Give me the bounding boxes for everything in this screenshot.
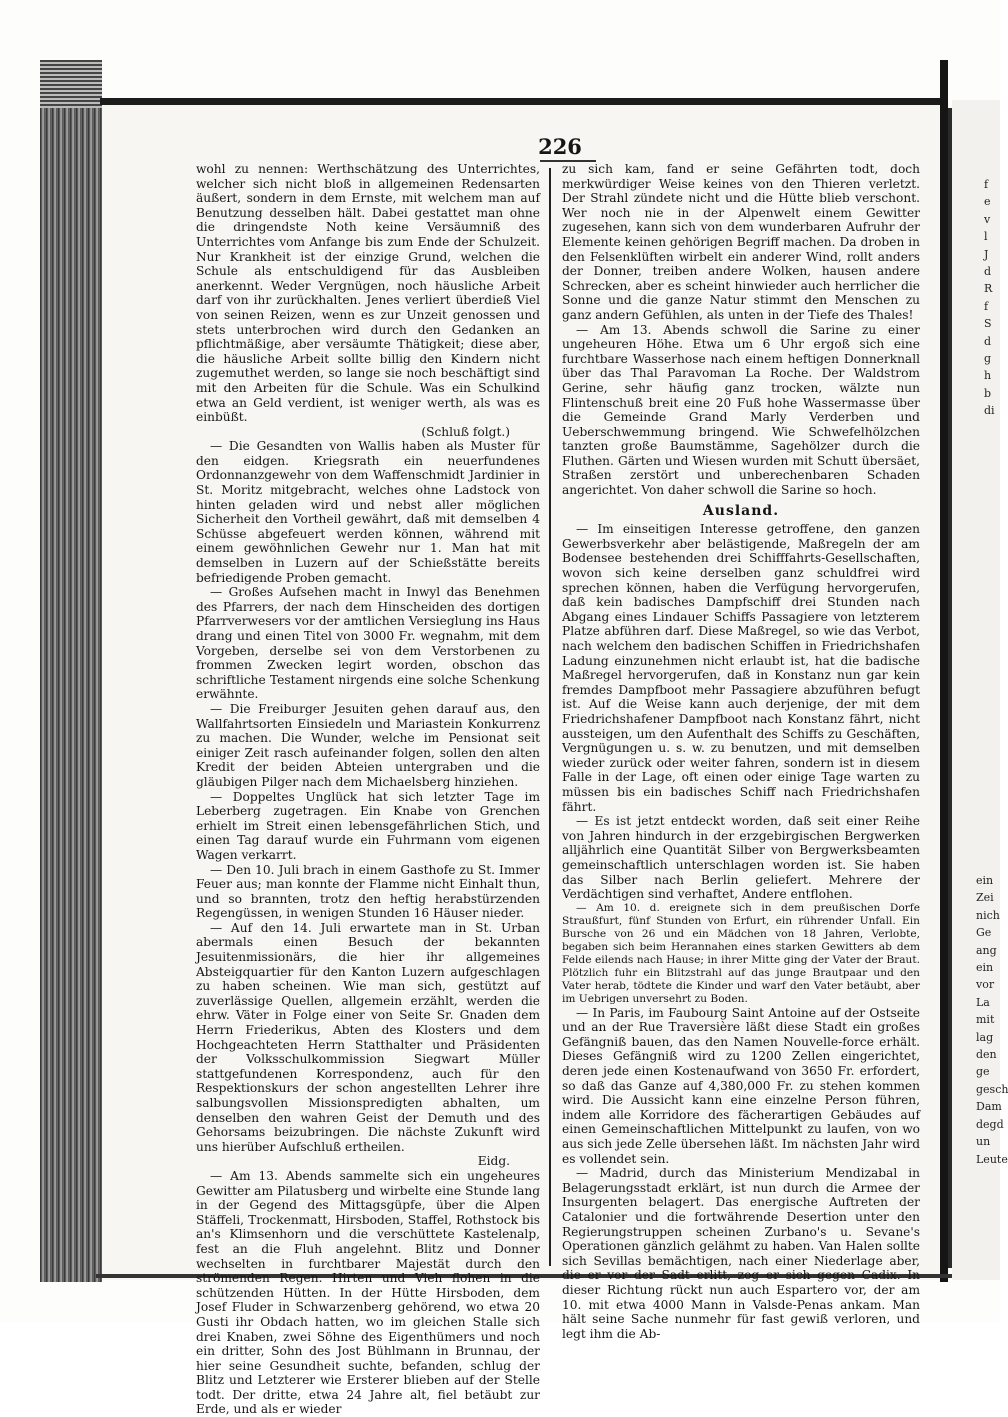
article-paragraph: — In Paris, im Faubourg Saint Antoine auf der Ostseite und an der Rue Traversière läßt diese Stadt ein großes Gefängniß bauen, das den Namen Nouvelle-force erhält. Dieses Gefängniß wird zu 1200 Zellen eingerichtet, deren jede einen Kostenaufwand von 3650 Fr. erfordert, so daß das Ganze auf 4,380,000 Fr. zu stehen kommen wird. Die Aussicht kann eine einzelne Person führen, indem alle Korridore des fächerartigen Gebäudes auf einen Gemeinschaftlichen Mittelpunkt zu laufen, von wo aus sich jede Zelle übersehen läßt. Im nächsten Jahr wird es vollendet sein. xyxy=(562,1005,920,1166)
article-signature: Eidg. xyxy=(477,1154,510,1169)
article-paragraph: zu sich kam, fand er seine Gefährten todt, doch merkwürdiger Weise keines von den Thieren verletzt. Der Strahl zündete nicht und die Hütte blieb verschont. Wer noch nie in der Alpenwelt einem Gewitter zugesehen, kann sich von dem wunderbaren Aufruhr der Elemente keinen gehörigen Begriff machen. Da droben in den Felsenklüften wirbelt ein anderer Wind, rollt anders der Donner, treiben andere Wolken, hausen andere Schrecken, aber es scheint hinwieder auch herrlicher die Sonne und die ganze Natur stimmt den Menschen zu ganz andern Gefühlen, als unten in der Tiefe des Thales! xyxy=(562,162,920,322)
fragment-text: Leute xyxy=(976,1152,1008,1166)
fragment-text: di xyxy=(984,404,995,418)
section-heading: Ausland. xyxy=(702,502,780,519)
article-paragraph: — Den 10. Juli brach in einem Gasthofe zu St. Immer Feuer aus; man konnte der Flamme nicht Einhalt thun, und so brannten, trotz den heftig herabstürzenden Regengüssen, in wenigen Stunden 16 Häuser nieder. xyxy=(196,862,540,921)
book-spine-top xyxy=(40,60,102,108)
article-paragraph: — Auf den 14. Juli erwartete man in St. Urban abermals einen Besuch der bekannten Jesuitenmissionärs, die hier ihr allgemeines Absteigquartier für den Kanton Luzern aufgeschlagen zu haben scheinen. Wie man sich, gestützt auf zuverlässige Quellen, allgemein erzählt, werden die ehrw. Väter in Folge einer von Seite Sr. Gnaden dem Herrn Friederikus, Abten des Klosters und dem Hochgeachteten Herrn Statthalter und Präsidenten der Volksschulkommission Siegwart Müller stattgefundenen Korrespondenz, auch für den Respektionskurs der schon angestellten Lehrer ihre salbungsvollen Missionspredigten abhalten, um denselben den wahren Geist der Demuth und des Gehorsams beizubringen. Die nächste Zukunft wird uns hierüber Aufschluß ertheilen. xyxy=(196,920,540,1154)
fragment-text: d xyxy=(984,334,992,348)
column-divider xyxy=(549,168,551,1266)
fragment-text: La xyxy=(976,995,990,1009)
article-signature: (Schluß folgt.) xyxy=(421,424,510,439)
article-paragraph: — Am 13. Abends schwoll die Sarine zu einer ungeheuren Höhe. Etwa um 6 Uhr ergoß sich eine furchtbare Wasserhose nach einem heftigen Donnerknall über das Thal Paravoman La Roche. Der Waldstrom Gerine, sehr häufig ganz trocken, wälzte nun Flintenschuß breit eine 20 Fuß hohe Wassermasse über die Gemeinde Grand Marly Verderben und Ueberschwemmung bringend. Wie Schwefelhölzchen tanzten große Baumstämme, Sagehölzer durch die Fluthen. Gärten und Wiesen wurden mit Schutt übersäet, Straßen zerstört und unberechenbaren Schaden angerichtet. Von daher schwoll die Sarine so hoch. xyxy=(562,322,920,498)
fragment-text: R xyxy=(984,282,993,296)
right-column xyxy=(562,162,920,1341)
article-paragraph: — Es ist jetzt entdeckt worden, daß seit einer Reihe von Jahren hindurch in der erzgebirgischen Bergwerken alljährlich eine Quantität Silber von Bergwerksbeamten gemeinschaftlich unterschlagen worden ist. Sie haben das Silber nach Berlin geliefert. Mehrere der Verdächtigen sind verhaftet, Andere entflohen. xyxy=(562,814,920,902)
fragment-text: gesch xyxy=(976,1082,1008,1096)
fragment-text: vor xyxy=(976,978,995,992)
article-paragraph: — Doppeltes Unglück hat sich letzter Tage im Leberberg zugetragen. Ein Knabe von Grenchen erhielt im Streit einen lebensgefährlichen Stich, und einen Tag darauf wurde ein Fuhrmann vom eigenen Wagen verkarrt. xyxy=(196,789,540,862)
top-binding-rule xyxy=(100,98,948,105)
page-number: 226 xyxy=(538,134,582,159)
fragment-text: Dam xyxy=(976,1100,1002,1114)
adjacent-page-fragments-bottom xyxy=(976,872,1008,1168)
fragment-text: S xyxy=(984,317,992,331)
fragment-text: den xyxy=(976,1048,997,1062)
fragment-text: b xyxy=(984,386,992,400)
fragment-text: degd xyxy=(976,1117,1004,1131)
fragment-text: ein xyxy=(976,961,994,975)
fragment-text: mit xyxy=(976,1013,995,1027)
fragment-text: e xyxy=(984,195,991,209)
fragment-text: un xyxy=(976,1135,991,1149)
fragment-text: ang xyxy=(976,943,997,957)
book-spine xyxy=(40,60,102,1282)
fragment-text: h xyxy=(984,369,992,383)
article-paragraph: — Am 13. Abends sammelte sich ein ungeheures Gewitter am Pilatusberg und wirbelte eine Stunde lang in der Gegend des Mittagsgüpfe, über die Alpen Stäffeli, Trockenmatt, Hirsboden, Staffel, Rothstock bis an's Klimsenhorn und die verschüttete Kastelenalp, fest an die Fluh angelehnt. Blitz und Donner wechselten in furchtbarer Majestät durch den strömenden Regen. Hirten und Vieh flohen in die schützenden Hütten. In der Hütte Hirsboden, dem Josef Fluder in Schwarzenberg gehörend, wo etwa 20 Gusti ihr Obdach hatten, wo im gleichen Stalle sich drei Knaben, zwei Söhne des Eigenthümers und noch ein dritter, Sohn des Jost Bühlmann in Brunnau, der hier seine Gesundheit suchte, befanden, schlug der Blitz und Letzterer wie Ersterer blieben auf der Stelle todt. Der dritte, etwa 24 Jahre alt, fiel betäubt zur Erde, und als er wieder xyxy=(196,1168,540,1417)
article-paragraph: — Die Freiburger Jesuiten gehen darauf aus, den Wallfahrtsorten Einsiedeln und Mariastein Konkurrenz zu machen. Die Wunder, welche im Pensionat seit einiger Zeit rasch aufeinander folgen, sollen den alten Kredit der beiden Abteien untergraben und die gläubigen Pilger nach dem Michaelsberg hinziehen. xyxy=(196,701,540,789)
article-paragraph: — Großes Aufsehen macht in Inwyl das Benehmen des Pfarrers, der nach dem Hinscheiden des dortigen Pfarrverwesers vor der amtlichen Versieglung ins Haus drang und einen Titel von 3000 Fr. wegnahm, mit dem Vorgeben, derselbe sei von dem Verstorbenen zu frommen Zwecken legirt worden, obschon das schriftliche Testament nirgends eine solche Schenkung erwähnte. xyxy=(196,585,540,702)
article-paragraph: — Am 10. d. ereignete sich in dem preußischen Dorfe Straußfurt, fünf Stunden von Erfurt, ein rührender Unfall. Ein Bursche von 26 und ein Mädchen von 18 Jahren, Verlobte, begaben sich beim Herannahen eines starken Gewitters ab dem Felde eilends nach Hause; in ihrer Mitte ging der Vater der Braut. Plötzlich fuhr ein Blitzstrahl auf das junge Brautpaar und den Vater herab, tödtete die Kinder und warf den Vater betäubt, aber im Uebrigen unversehrt zu Boden. xyxy=(562,901,920,1005)
fragment-text: d xyxy=(984,265,992,279)
adjacent-page-fragments-top xyxy=(984,176,1000,420)
fragment-text: ein xyxy=(976,874,994,887)
fragment-text: ge xyxy=(976,1065,990,1079)
page-right-edge xyxy=(940,60,948,1282)
article-paragraph: — Die Gesandten von Wallis haben als Muster für den eidgen. Kriegsrath ein neuerfundenes Ordonnanzgewehr von dem Waffenschmidt Jardinier in St. Moritz mitgebracht, welches ohne Ladstock von hinten geladen wird und nebst aller möglichen Sicherheit den Vortheil gewährt, daß mit demselben 4 Schüsse abgefeuert werden können, während mit einem gewöhnlichen Gewehr nur 1. Man hat mit demselben in Luzern auf der Schießstätte bereits befriedigende Proben gemacht. xyxy=(196,439,540,585)
fragment-text: g xyxy=(984,352,992,366)
left-column xyxy=(196,162,540,1417)
fragment-text: Zei xyxy=(976,891,994,905)
fragment-text: Ge xyxy=(976,926,992,940)
fragment-text: J xyxy=(984,247,989,261)
fragment-text: l xyxy=(984,230,988,244)
article-paragraph: — Im einseitigen Interesse getroffene, den ganzen Gewerbsverkehr aber belästigende, Maßregeln der am Bodensee bestehenden drei Schifffahrts-Gesellschaften, wovon sich keine derselben ganz schuldfrei wird sprechen können, haben die Verfügung hervorgerufen, daß kein badisches Dampfschiff drei Stunden nach Abgang eines Lindauer Schiffs Passagiere von letzterem Platze abführen darf. Diese Maßregel, so wie das Verbot, nach welchem den badischen Schiffen in Friedrichshafen Ladung einzunehmen nicht erlaubt ist, hat die badische Maßregel hervorgerufen, daß in Konstanz nun gar kein fremdes Dampfboot mehr Passagiere abzuführen befugt ist. Auf die Weise kann auch derjenige, der mit dem Friedrichshafener Dampfboot nach Konstanz fährt, nicht aussteigen, um den Aufenthalt des Schiffs zu Geschäften, Vergnügungen u. s. w. zu benutzen, und mit demselben wieder zurück oder weiter fahren, sondern ist in diesem Falle in der Lage, oft einen oder einige Tage warten zu müssen bis ein badisches Schiff nach Friedrichshafen fährt. xyxy=(562,522,920,814)
fragment-text: f xyxy=(984,299,989,313)
fragment-text: v xyxy=(984,212,991,226)
fragment-text: lag xyxy=(976,1030,994,1044)
fragment-text: nich xyxy=(976,908,1000,922)
article-paragraph: wohl zu nennen: Werthschätzung des Unterrichtes, welcher sich nicht bloß in allgemeinen Redensarten äußert, sondern in dem Ernste, mit welchem man auf Benutzung desselben hält. Dabei gestattet man ohne die dringendste Noth keine Versäumniß des Unterrichtes vom Anfange bis zum Ende der Schulzeit. Nur Krankheit ist der einzige Grund, welchen die Schule als entschuldigend für das Ausbleiben anerkennt. Weder Vergnügen, noch häusliche Arbeit darf von ihr zurückhalten. Jenes verliert überdieß Viel von seinen Reizen, wenn es zur Unzeit genossen und stets unterbrochen wird durch den Gedanken an pflichtmäßige, aber versäumte Thätigkeit; diese aber, die häusliche Arbeit sollte billig den Kindern nicht zugemuthet werden, so lange sie noch beschäftigt sind mit den Arbeiten für die Schule. Was ein Schulkind etwa an Geld verdient, ist weniger werth, als was es einbüßt. xyxy=(196,162,540,425)
fragment-text: f xyxy=(984,178,989,191)
article-paragraph: — Madrid, durch das Ministerium Mendizabal in Belagerungsstadt erklärt, ist nun durch die Armee der Insurgenten belagert. Das energische Auftreten der Catalonier und die fortwährende Desertion unter den Regierungstruppen scheinen Zurbano's u. Sevane's Operationen gänzlich gelähmt zu haben. Van Halen sollte sich Sevillas bemächtigen, nach einer Niederlage aber, die er vor der Sadt erlitt, zog er sich gegen Cadix. In dieser Richtung rückt nun auch Espartero vor, der am 10. mit etwa 4000 Mann in Valsde-Penas ankam. Man hält seine Sache nunmehr für fast gewiß verloren, und legt ihm die Ab- xyxy=(562,1166,920,1341)
